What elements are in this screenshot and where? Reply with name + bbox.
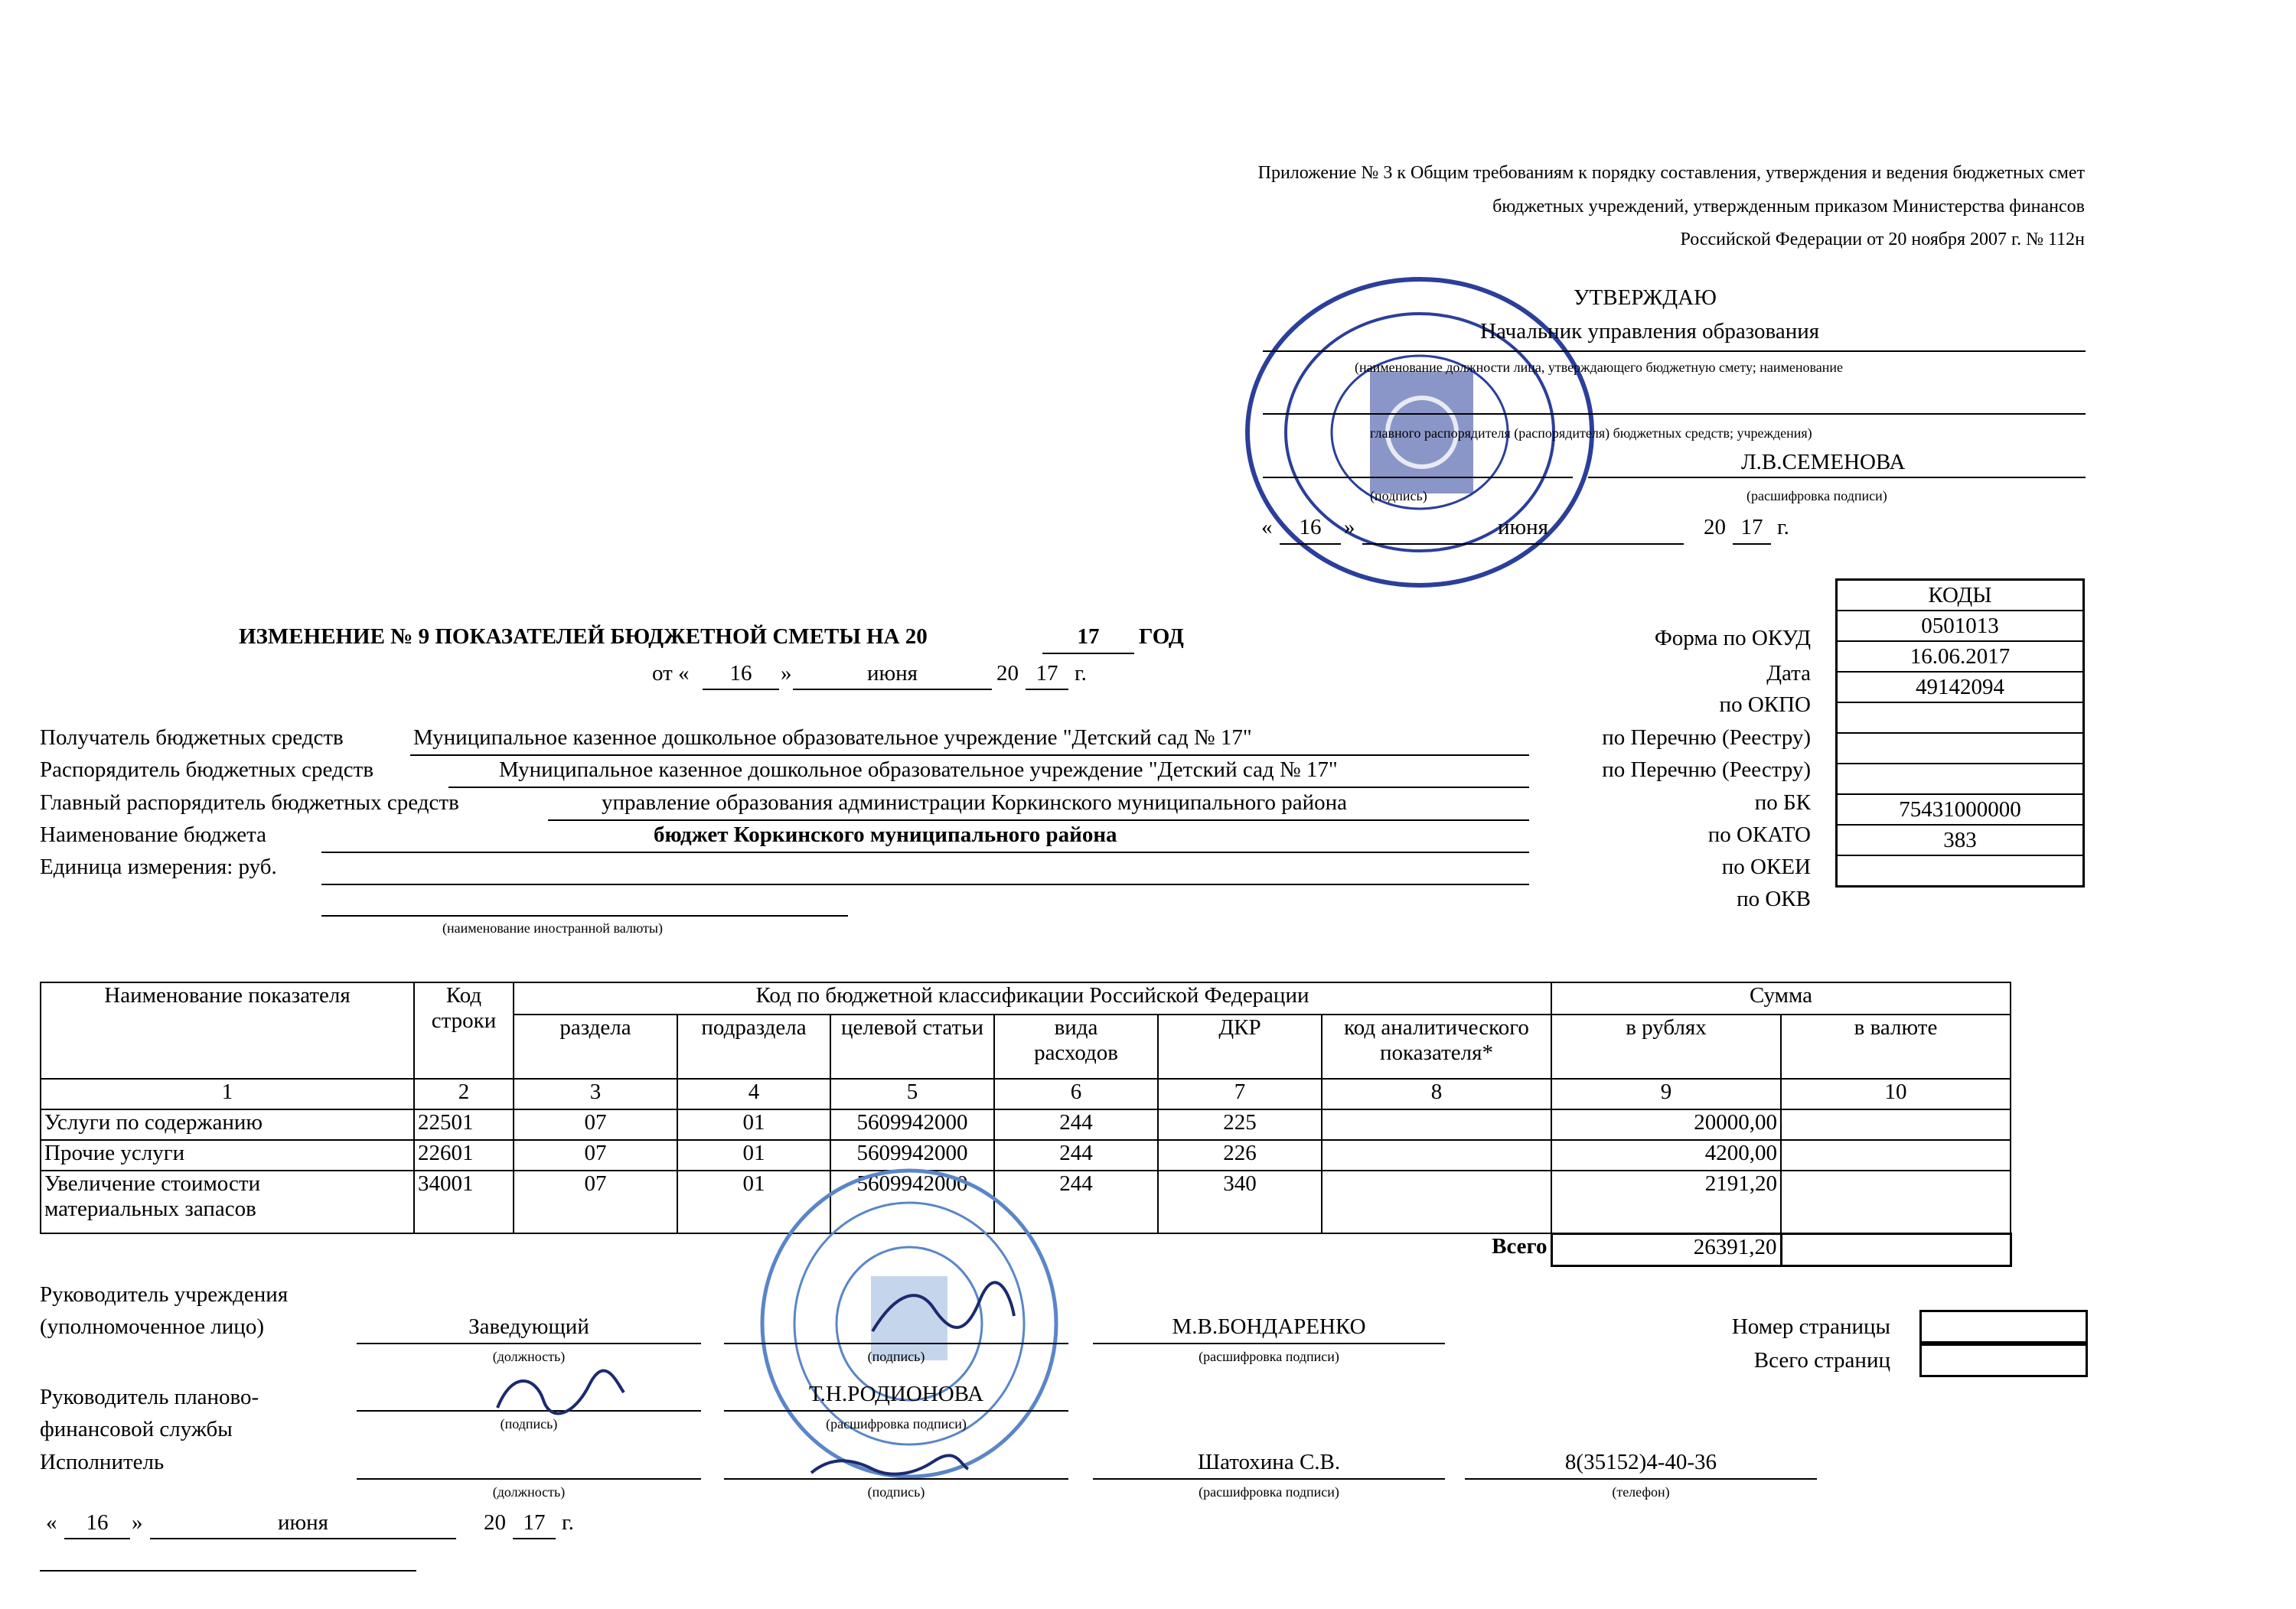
header-analytic-code bbox=[1322, 1015, 1551, 1079]
approval-day: 16 bbox=[1299, 515, 1322, 539]
head-name-line bbox=[1093, 1343, 1445, 1344]
approval-title: УТВЕРЖДАЮ bbox=[1574, 285, 1717, 310]
header-target-article: целевой статьи bbox=[830, 1015, 994, 1079]
header-section: раздела bbox=[514, 1015, 677, 1079]
approval-org-line bbox=[1263, 413, 2086, 415]
footer-date-year: 17 bbox=[523, 1510, 546, 1535]
code-label-okpo: по ОКПО bbox=[1719, 692, 1811, 717]
head-hint-name: (расшифровка подписи) bbox=[1199, 1349, 1339, 1364]
page-number-label: Номер страницы bbox=[1731, 1314, 1890, 1339]
row-analytic bbox=[1322, 1171, 1551, 1233]
code-label-okato: по ОКАТО bbox=[1707, 822, 1811, 847]
code-bk bbox=[1837, 764, 2084, 794]
row-currency bbox=[1781, 1171, 2011, 1233]
document-title-prefix: ИЗМЕНЕНИЕ № 9 ПОКАЗАТЕЛЕЙ БЮДЖЕТНОЙ СМЕТЫ НА 20 bbox=[239, 624, 928, 649]
row-name: Прочие услуги bbox=[41, 1140, 414, 1171]
approval-hint-name: (расшифровка подписи) bbox=[1746, 488, 1887, 503]
approval-year-line bbox=[1733, 543, 1771, 545]
head-position-line bbox=[357, 1343, 701, 1344]
approval-position: Начальник управления образования bbox=[1480, 319, 1820, 344]
head-position: Заведующий bbox=[468, 1314, 589, 1339]
row-dkr: 340 bbox=[1158, 1171, 1322, 1233]
row-dkr: 226 bbox=[1158, 1140, 1322, 1171]
executor-signature-icon bbox=[804, 1438, 972, 1492]
col-num-7: 7 bbox=[1158, 1079, 1322, 1109]
code-okato: 75431000000 bbox=[1837, 794, 2084, 825]
approval-name: Л.В.СЕМЕНОВА bbox=[1741, 450, 1906, 474]
header-subsection: подраздела bbox=[677, 1015, 830, 1079]
document-date-suffix: г. bbox=[1075, 661, 1087, 686]
chief-manager-label: Главный распорядитель бюджетных средств bbox=[40, 790, 459, 815]
approval-year: 17 bbox=[1740, 515, 1763, 539]
code-label-okv: по ОКВ bbox=[1737, 887, 1811, 911]
approval-day-line bbox=[1280, 543, 1341, 545]
approval-month-line bbox=[1362, 543, 1684, 545]
executor-hint-name: (расшифровка подписи) bbox=[1199, 1484, 1339, 1500]
header-row-code bbox=[414, 982, 514, 1079]
row-subsection: 01 bbox=[677, 1171, 830, 1233]
code-label-okud: Форма по ОКУД bbox=[1654, 626, 1811, 650]
header-budget-classification: Код по бюджетной классификации Российской Федерации bbox=[514, 982, 1551, 1015]
finance-name-line bbox=[724, 1410, 1068, 1412]
footer-date-month: июня bbox=[277, 1510, 329, 1535]
executor-phone: 8(35152)4-40-36 bbox=[1564, 1450, 1717, 1474]
executor-hint-phone: (телефон) bbox=[1612, 1484, 1670, 1500]
col-num-6: 6 bbox=[994, 1079, 1158, 1109]
head-hint-signature: (подпись) bbox=[867, 1349, 925, 1364]
header-row-code-2: строки bbox=[431, 1008, 497, 1033]
row-target: 5609942000 bbox=[830, 1109, 994, 1140]
code-okei: 383 bbox=[1837, 825, 2084, 855]
row-name-line-1: Увеличение стоимости bbox=[44, 1171, 261, 1196]
column-number-row bbox=[41, 1079, 2011, 1109]
col-num-9: 9 bbox=[1551, 1079, 1781, 1109]
total-label: Всего bbox=[1492, 1234, 1548, 1259]
document-title-suffix: ГОД bbox=[1139, 624, 1184, 649]
manager-label: Распорядитель бюджетных средств bbox=[40, 757, 374, 782]
row-section: 07 bbox=[514, 1109, 677, 1140]
footer-date-year-prefix: 20 bbox=[484, 1510, 506, 1535]
appendix-line-1: Приложение № 3 к Общим требованиям к порядку составления, утверждения и ведения бюджетных смет bbox=[1257, 163, 2085, 183]
title-year-line bbox=[1042, 653, 1134, 654]
row-name: Услуги по содержанию bbox=[41, 1109, 414, 1140]
appendix-line-3: Российской Федерации от 20 ноября 2007 г. № 112н bbox=[1680, 230, 2085, 249]
head-label-1: Руководитель учреждения bbox=[40, 1282, 289, 1307]
header-in-rubles: в рублях bbox=[1551, 1015, 1781, 1079]
col-num-1: 1 bbox=[41, 1079, 414, 1109]
row-rubles: 2191,20 bbox=[1551, 1171, 1781, 1233]
recipient-value: Муниципальное казенное дошкольное образовательное учреждение "Детский сад № 17" bbox=[413, 725, 1252, 750]
chief-manager-value: управление образования администрации Коркинского муниципального района bbox=[602, 790, 1347, 815]
approval-month: июня bbox=[1497, 515, 1549, 539]
head-name: М.В.БОНДАРЕНКО bbox=[1172, 1314, 1366, 1339]
row-target: 5609942000 bbox=[830, 1171, 994, 1233]
header-dkr: ДКР bbox=[1158, 1015, 1322, 1079]
row-rubles: 20000,00 bbox=[1551, 1109, 1781, 1140]
currency-hint: (наименование иностранной валюты) bbox=[442, 920, 663, 936]
unit-line bbox=[321, 884, 1529, 885]
document-date-mid: » bbox=[781, 661, 792, 686]
finance-signature-icon bbox=[490, 1362, 628, 1423]
row-name bbox=[41, 1171, 414, 1233]
row-section: 07 bbox=[514, 1171, 677, 1233]
code-okud: 0501013 bbox=[1837, 611, 2084, 641]
row-section: 07 bbox=[514, 1140, 677, 1171]
row-analytic bbox=[1322, 1109, 1551, 1140]
budget-value: бюджет Коркинского муниципального района bbox=[654, 822, 1117, 847]
header-expense-type-1: вида bbox=[1054, 1015, 1098, 1040]
approval-hint-1: (наименование должности лица, утверждающего бюджетную смету; наименование bbox=[1355, 360, 1843, 375]
code-date: 16.06.2017 bbox=[1837, 641, 2084, 672]
header-row-code-1: Код bbox=[445, 983, 482, 1008]
approval-quote-close: » bbox=[1344, 515, 1355, 539]
col-num-8: 8 bbox=[1322, 1079, 1551, 1109]
row-name-line-2: материальных запасов bbox=[44, 1197, 256, 1221]
budget-label: Наименование бюджета bbox=[40, 822, 267, 847]
header-analytic-code-1: код аналитического bbox=[1344, 1015, 1529, 1040]
executor-hint-signature: (подпись) bbox=[867, 1484, 925, 1500]
row-subsection: 01 bbox=[677, 1109, 830, 1140]
footer-bottom-line bbox=[40, 1570, 416, 1572]
executor-name-line bbox=[1093, 1478, 1445, 1480]
header-analytic-code-2: показателя* bbox=[1380, 1041, 1493, 1065]
row-subsection: 01 bbox=[677, 1140, 830, 1171]
recipient-line bbox=[410, 754, 1529, 756]
page-number-box bbox=[1919, 1310, 2088, 1344]
row-expense-type: 244 bbox=[994, 1140, 1158, 1171]
manager-line bbox=[448, 787, 1529, 788]
code-label-registry-1: по Перечню (Реестру) bbox=[1602, 725, 1811, 750]
footer-date-day: 16 bbox=[86, 1510, 109, 1535]
row-dkr: 225 bbox=[1158, 1109, 1322, 1140]
row-target: 5609942000 bbox=[830, 1140, 994, 1171]
footer-date-day-line bbox=[64, 1538, 130, 1539]
codes-title: КОДЫ bbox=[1837, 580, 2084, 611]
col-num-4: 4 bbox=[677, 1079, 830, 1109]
col-num-5: 5 bbox=[830, 1079, 994, 1109]
currency-line bbox=[321, 915, 848, 917]
document-date-prefix: от « bbox=[652, 661, 690, 686]
code-registry-2 bbox=[1837, 733, 2084, 764]
row-analytic bbox=[1322, 1140, 1551, 1171]
code-label-registry-2: по Перечню (Реестру) bbox=[1602, 757, 1811, 782]
finance-name: Т.Н.РОДИОНОВА bbox=[808, 1382, 984, 1406]
executor-label: Исполнитель bbox=[40, 1450, 165, 1474]
col-num-2: 2 bbox=[414, 1079, 514, 1109]
pages-total-label: Всего страниц bbox=[1753, 1348, 1890, 1373]
codes-box bbox=[1835, 578, 2085, 888]
finance-hint-signature: (подпись) bbox=[500, 1416, 558, 1431]
row-currency bbox=[1781, 1140, 2011, 1171]
recipient-label: Получатель бюджетных средств bbox=[40, 725, 344, 750]
document-date-year: 17 bbox=[1035, 661, 1058, 686]
row-code: 22501 bbox=[414, 1109, 514, 1140]
head-hint-position: (должность) bbox=[492, 1349, 566, 1364]
table-row bbox=[41, 1109, 2011, 1140]
code-label-date: Дата bbox=[1766, 661, 1811, 686]
header-in-currency: в валюте bbox=[1781, 1015, 2011, 1079]
row-code: 34001 bbox=[414, 1171, 514, 1233]
approval-name-line bbox=[1588, 477, 2086, 478]
approval-position-line bbox=[1263, 350, 2086, 352]
code-label-okei: по ОКЕИ bbox=[1721, 855, 1811, 879]
approval-signature-line bbox=[1263, 477, 1573, 478]
col-num-3: 3 bbox=[514, 1079, 677, 1109]
header-indicator-name: Наименование показателя bbox=[41, 982, 414, 1079]
header-expense-type bbox=[994, 1015, 1158, 1079]
document-title-year: 17 bbox=[1077, 624, 1100, 649]
row-expense-type: 244 bbox=[994, 1109, 1158, 1140]
appendix-line-2: бюджетных учреждений, утвержденным приказом Министерства финансов bbox=[1492, 197, 2085, 217]
footer-date-suffix: г. bbox=[562, 1510, 574, 1535]
footer-date-month-line bbox=[150, 1538, 456, 1539]
finance-label-1: Руководитель планово- bbox=[40, 1385, 259, 1409]
row-rubles: 4200,00 bbox=[1551, 1140, 1781, 1171]
finance-label-2: финансовой службы bbox=[40, 1417, 233, 1441]
row-expense-type: 244 bbox=[994, 1171, 1158, 1233]
document-date-month: июня bbox=[866, 661, 918, 686]
finance-hint-name: (расшифровка подписи) bbox=[826, 1416, 967, 1431]
head-signature-icon bbox=[865, 1278, 1018, 1347]
budget-line bbox=[321, 852, 1529, 853]
header-sum: Сумма bbox=[1551, 982, 2011, 1015]
date-year-line bbox=[1026, 689, 1068, 690]
table-row bbox=[41, 1140, 2011, 1171]
head-label-2: (уполномоченное лицо) bbox=[40, 1314, 264, 1339]
date-day-line bbox=[703, 689, 779, 690]
approval-hint-2: главного распорядителя (распорядителя) бюджетных средств; учреждения) bbox=[1370, 425, 1812, 441]
executor-phone-line bbox=[1465, 1478, 1817, 1480]
document-date-year-prefix: 20 bbox=[996, 661, 1019, 686]
code-registry-1 bbox=[1837, 702, 2084, 733]
code-okv bbox=[1837, 855, 2084, 887]
header-expense-type-2: расходов bbox=[1034, 1041, 1118, 1065]
row-currency bbox=[1781, 1109, 2011, 1140]
document-date-day: 16 bbox=[729, 661, 752, 686]
date-month-line bbox=[793, 689, 992, 690]
row-code: 22601 bbox=[414, 1140, 514, 1171]
executor-position-line bbox=[357, 1478, 701, 1480]
col-num-10: 10 bbox=[1781, 1079, 2011, 1109]
approval-hint-signature: (подпись) bbox=[1370, 488, 1427, 503]
code-okpo: 49142094 bbox=[1837, 672, 2084, 702]
footer-date-year-line bbox=[513, 1538, 556, 1539]
total-rubles: 26391,20 bbox=[1551, 1233, 1781, 1265]
approval-year-prefix: 20 bbox=[1704, 515, 1726, 539]
pages-total-box bbox=[1919, 1344, 2088, 1377]
total-currency bbox=[1781, 1233, 2011, 1265]
approval-year-suffix: г. bbox=[1777, 515, 1789, 539]
manager-value: Муниципальное казенное дошкольное образовательное учреждение "Детский сад № 17" bbox=[499, 757, 1338, 782]
executor-name: Шатохина С.В. bbox=[1197, 1450, 1341, 1474]
unit-label: Единица измерения: руб. bbox=[40, 855, 277, 879]
executor-hint-position: (должность) bbox=[492, 1484, 566, 1500]
approval-quote-open: « bbox=[1261, 515, 1273, 539]
footer-date-open: « bbox=[46, 1510, 57, 1535]
footer-date-close: » bbox=[132, 1510, 143, 1535]
code-label-bk: по БК bbox=[1754, 790, 1811, 815]
chief-manager-line bbox=[548, 819, 1529, 821]
